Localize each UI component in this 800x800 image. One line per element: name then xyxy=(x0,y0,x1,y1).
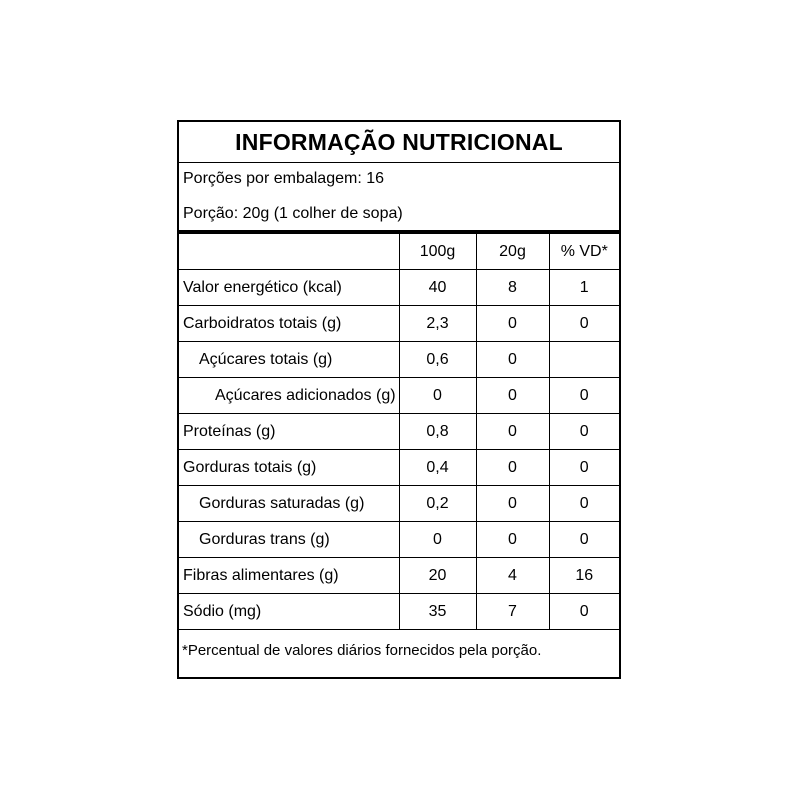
column-header-20g: 20g xyxy=(476,234,549,270)
panel-title: INFORMAÇÃO NUTRICIONAL xyxy=(179,122,619,163)
value-per-100g: 40 xyxy=(399,270,476,306)
value-per-100g: 0 xyxy=(399,522,476,558)
value-percent-dv: 0 xyxy=(549,450,619,486)
table-row xyxy=(179,522,619,558)
value-per-100g: 20 xyxy=(399,558,476,594)
value-percent-dv: 1 xyxy=(549,270,619,306)
value-per-100g: 0,6 xyxy=(399,342,476,378)
value-per-20g: 0 xyxy=(476,342,549,378)
nutrient-name: Carboidratos totais (g) xyxy=(179,306,399,342)
value-per-100g: 35 xyxy=(399,594,476,630)
value-per-20g: 0 xyxy=(476,414,549,450)
column-header-100g: 100g xyxy=(399,234,476,270)
serving-size: Porção: 20g (1 colher de sopa) xyxy=(183,205,403,222)
value-per-20g: 0 xyxy=(476,378,549,414)
value-percent-dv: 0 xyxy=(549,486,619,522)
nutrient-name: Sódio (mg) xyxy=(179,594,399,630)
value-percent-dv: 16 xyxy=(549,558,619,594)
value-per-20g: 0 xyxy=(476,450,549,486)
value-percent-dv xyxy=(549,342,619,378)
nutrient-name: Fibras alimentares (g) xyxy=(179,558,399,594)
value-percent-dv: 0 xyxy=(549,414,619,450)
value-per-100g: 2,3 xyxy=(399,306,476,342)
table-row xyxy=(179,450,619,486)
value-per-20g: 0 xyxy=(476,306,549,342)
footnote: *Percentual de valores diários fornecidos pela porção. xyxy=(179,629,619,672)
value-percent-dv: 0 xyxy=(549,378,619,414)
nutrient-name: Gorduras saturadas (g) xyxy=(179,486,399,522)
value-per-100g: 0,4 xyxy=(399,450,476,486)
nutrient-name: Gorduras trans (g) xyxy=(179,522,399,558)
table-row xyxy=(179,342,619,378)
value-per-20g: 0 xyxy=(476,522,549,558)
servings-per-package: Porções por embalagem: 16 xyxy=(183,170,384,187)
value-percent-dv: 0 xyxy=(549,594,619,630)
nutrient-name: Gorduras totais (g) xyxy=(179,450,399,486)
column-header-vd: % VD* xyxy=(549,234,619,270)
value-per-20g: 0 xyxy=(476,486,549,522)
table-row xyxy=(179,558,619,594)
value-per-100g: 0,2 xyxy=(399,486,476,522)
value-percent-dv: 0 xyxy=(549,522,619,558)
table-header-row xyxy=(179,234,619,270)
table-row xyxy=(179,486,619,522)
nutrient-name: Proteínas (g) xyxy=(179,414,399,450)
table-row xyxy=(179,270,619,306)
nutrition-facts-panel xyxy=(177,120,621,679)
value-percent-dv: 0 xyxy=(549,306,619,342)
value-per-100g: 0,8 xyxy=(399,414,476,450)
table-row xyxy=(179,414,619,450)
header-blank-cell xyxy=(179,234,399,270)
value-per-20g: 4 xyxy=(476,558,549,594)
serving-info xyxy=(179,163,619,234)
value-per-100g: 0 xyxy=(399,378,476,414)
nutrient-table xyxy=(179,234,619,630)
value-per-20g: 8 xyxy=(476,270,549,306)
nutrient-name: Açúcares totais (g) xyxy=(179,342,399,378)
nutrient-name: Valor energético (kcal) xyxy=(179,270,399,306)
nutrient-name: Açúcares adicionados (g) xyxy=(179,378,399,414)
table-row xyxy=(179,594,619,630)
table-row xyxy=(179,378,619,414)
value-per-20g: 7 xyxy=(476,594,549,630)
table-row xyxy=(179,306,619,342)
